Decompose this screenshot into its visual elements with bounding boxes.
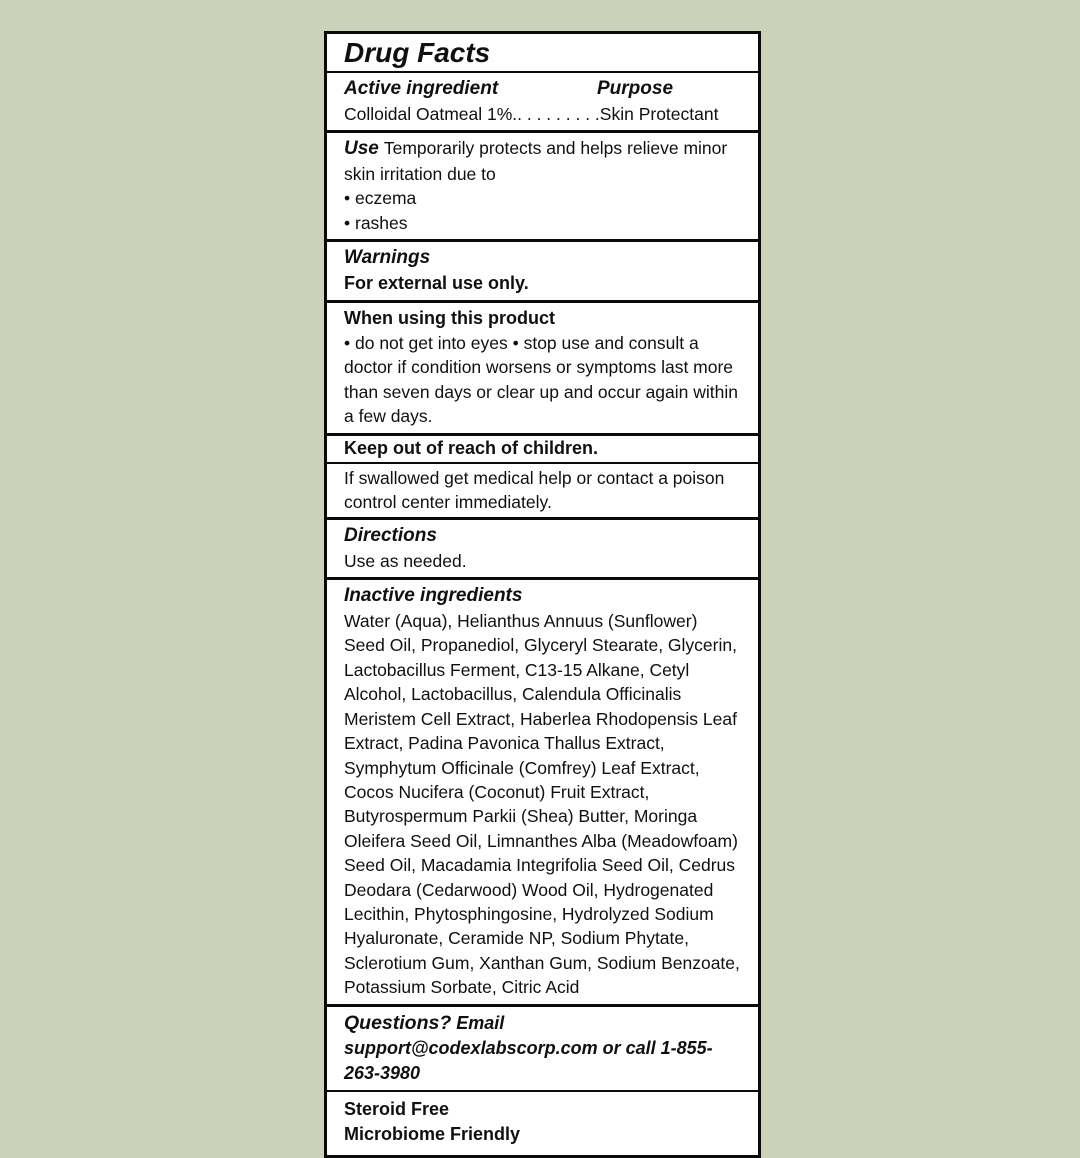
questions-heading: Questions? xyxy=(344,1011,452,1034)
inactive-ingredients-text: Water (Aqua), Helianthus Annuus (Sunflower) Seed Oil, Propanediol, Glyceryl Stearate, Glycerin, Lactobacillus Ferment, C13-15 Alkane, Cetyl Alcohol, Lactobacillus, Calendula Officinalis Meristem Cell Extract, Haberlea Rhodopensis Leaf Extract, Padina Pavonica Thallus Extract, Symphytum Officinale (Comfrey) Leaf Extract, Cocos Nucifera (Coconut) Fruit Extract, Butyrospermum Parkii (Shea) Butter, Moringa Oleifera Seed Oil, Limnanthes Alba (Meadowfoam) Seed Oil, Macadamia Integrifolia Seed Oil, Cedrus Deodara (Cedarwood) Wood Oil, Hydrogenated Lecithin, Phytosphingosine, Hydrolyzed Sodium Hyaluronate, Ceramide NP, Sodium Phytate, Sclerotium Gum, Xanthan Gum, Sodium Benzoate, Potassium Sorbate, Citric Acid xyxy=(344,611,740,998)
claim-steroid-free: Steroid Free xyxy=(344,1098,450,1119)
section-claims xyxy=(327,1090,758,1155)
keep-out-body xyxy=(327,462,758,517)
inactive-ingredients-heading: Inactive ingredients xyxy=(344,585,523,607)
drug-facts-panel xyxy=(324,31,761,1158)
external-use-text: For external use only. xyxy=(344,273,529,294)
section-when-using xyxy=(327,300,758,433)
active-ingredient-heading: Active ingredient xyxy=(344,78,499,99)
when-using-heading: When using this product xyxy=(344,308,555,329)
keep-out-text: If swallowed get medical help or contact a poison control center immediately. xyxy=(344,467,725,512)
keep-out-heading: Keep out of reach of children. xyxy=(344,437,599,458)
when-using-text: • do not get into eyes • stop use and consult a doctor if condition worsens or symptoms last more than seven days or clear up and occur again within a few days. xyxy=(344,333,738,427)
directions-heading: Directions xyxy=(344,524,437,546)
keep-out-heading-row xyxy=(327,436,758,462)
claim-microbiome-friendly: Microbiome Friendly xyxy=(344,1123,521,1144)
use-text: Temporarily protects and helps relieve minor skin irritation due to xyxy=(344,138,728,184)
warnings-heading: Warnings xyxy=(344,247,431,269)
section-inactive-ingredients xyxy=(327,577,758,1004)
active-ingredient-header-row xyxy=(344,76,741,102)
use-paragraph xyxy=(344,136,741,186)
use-bullet: • eczema xyxy=(344,188,417,209)
purpose-heading: Purpose xyxy=(597,78,674,99)
section-use xyxy=(327,130,758,239)
section-questions xyxy=(327,1004,758,1090)
directions-text: Use as needed. xyxy=(344,550,467,571)
section-title xyxy=(327,34,758,71)
section-active-ingredient xyxy=(327,71,758,130)
section-keep-out xyxy=(327,433,758,517)
section-directions xyxy=(327,517,758,577)
questions-text: Email support@codexlabscorp.com or call 1-855-263-3980 xyxy=(344,1012,713,1083)
section-warnings xyxy=(327,239,758,300)
use-bullet: • rashes xyxy=(344,212,408,233)
drug-facts-title: Drug Facts xyxy=(344,37,491,68)
active-ingredient-line: Colloidal Oatmeal 1%.. . . . . . . . .Skin Protectant xyxy=(344,104,719,124)
use-heading: Use xyxy=(344,138,379,160)
